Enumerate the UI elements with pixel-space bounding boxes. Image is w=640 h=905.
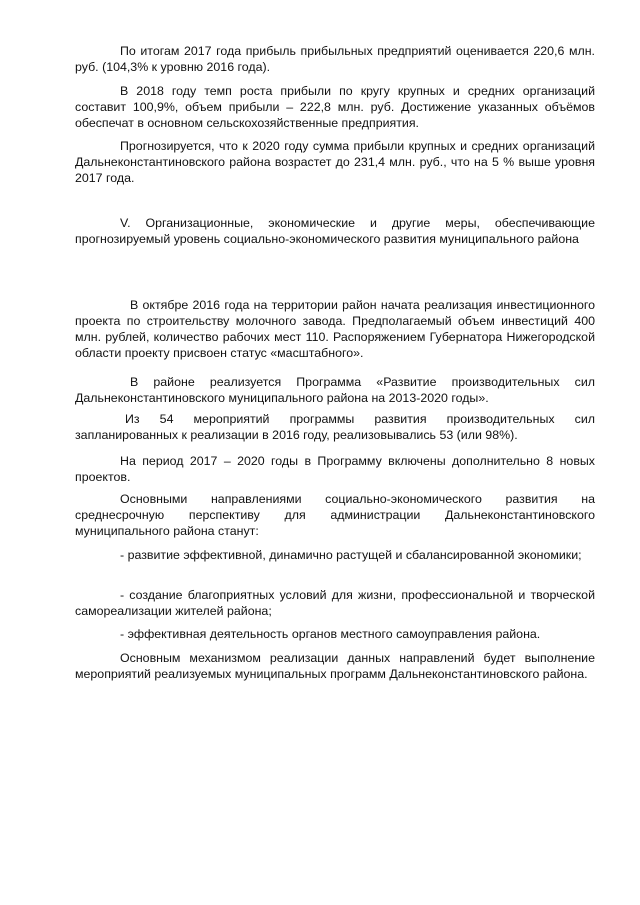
list-item-living-conditions: - создание благоприятных условий для жизни, профессиональной и творческой самореализации жителей района;: [75, 588, 595, 618]
list-item-economy: - развитие эффективной, динамично растущей и сбалансированной экономики;: [120, 548, 582, 562]
section-heading-v: V. Организационные, экономические и другие меры, обеспечивающие прогнозируемый уровень социально-экономического развития муниципального района: [75, 216, 595, 246]
paragraph-profit-2017: По итогам 2017 года прибыль прибыльных предприятий оценивается 220,6 млн. руб. (104,3% к уровню 2016 года).: [75, 44, 595, 74]
paragraph-new-projects: На период 2017 – 2020 годы в Программу включены дополнительно 8 новых проектов.: [75, 454, 595, 484]
paragraph-main-directions: Основными направлениями социально-экономического развития на среднесрочную перспективу для администрации Дальнеконстантиновского муниципального района станут:: [75, 492, 595, 538]
paragraph-program-measures: Из 54 мероприятий программы развития производительных сил запланированных к реализации в 2016 году, реализовывались 53 (или 98%).: [75, 412, 595, 442]
paragraph-profit-forecast-2020: Прогнозируется, что к 2020 году сумма прибыли крупных и средних организаций Дальнеконстантиновского района возрастет до 231,4 млн. руб., что на 5 % выше уровня 2017 года.: [75, 139, 595, 185]
paragraph-program: В районе реализуется Программа «Развитие производительных сил Дальнеконстантиновского муниципального района на 2013-2020 годы».: [75, 375, 595, 405]
paragraph-implementation: Основным механизмом реализации данных направлений будет выполнение мероприятий реализуемых муниципальных программ Дальнеконстантиновского района.: [75, 651, 595, 681]
list-item-local-government: - эффективная деятельность органов местного самоуправления района.: [120, 627, 541, 641]
paragraph-milk-plant: В октябре 2016 года на территории район начата реализация инвестиционного проекта по строительству молочного завода. Предполагаемый объем инвестиций 400 млн. рублей, количество рабочих мест 110. Распоряжением Губернатора Нижегородской области проекту присвоен статус «масштабного».: [75, 298, 595, 360]
paragraph-profit-2018: В 2018 году темп роста прибыли по кругу крупных и средних организаций составит 100,9%, объем прибыли – 222,8 млн. руб. Достижение указанных объёмов обеспечат в основном сельскохозяйственные предприятия.: [75, 84, 595, 130]
